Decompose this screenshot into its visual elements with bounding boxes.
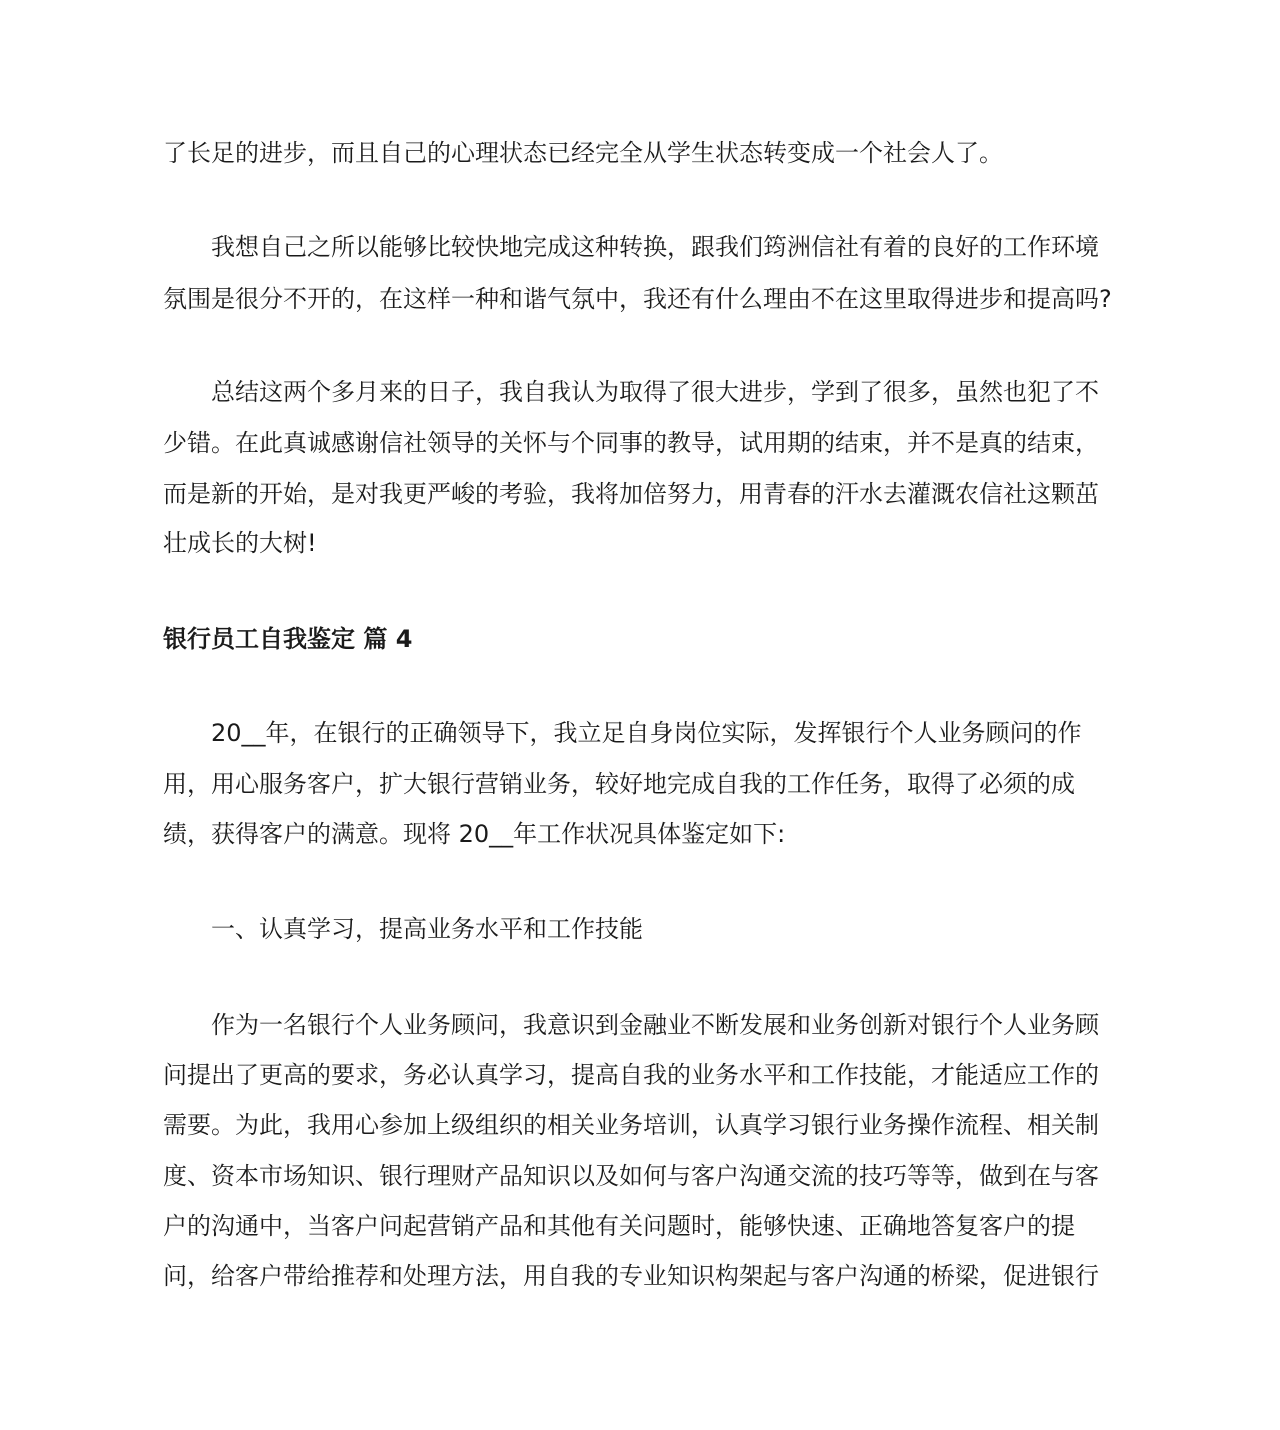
paragraph-line: 用，用心服务客户，扩大银行营销业务，较好地完成自我的工作任务，取得了必须的成 — [163, 770, 1075, 798]
paragraph-line: 总结这两个多月来的日子，我自我认为取得了很大进步，学到了很多，虽然也犯了不 — [211, 378, 1099, 406]
paragraph-line: 我想自己之所以能够比较快地完成这种转换，跟我们筠洲信社有着的良好的工作环境 — [211, 233, 1099, 261]
paragraph-line: 度、资本市场知识、银行理财产品知识以及如何与客户沟通交流的技巧等等，做到在与客 — [163, 1162, 1099, 1190]
paragraph-line: 需要。为此，我用心参加上级组织的相关业务培训，认真学习银行业务操作流程、相关制 — [163, 1111, 1099, 1139]
paragraph-line: 壮成长的大树! — [163, 529, 317, 557]
paragraph-line: 少错。在此真诚感谢信社领导的关怀与个同事的教导，试用期的结束，并不是真的结束， — [163, 429, 1099, 457]
paragraph-line: 了长足的进步，而且自己的心理状态已经完全从学生状态转变成一个社会人了。 — [163, 139, 1003, 167]
section-heading: 银行员工自我鉴定 篇 4 — [163, 625, 413, 653]
paragraph-line: 氛围是很分不开的，在这样一种和谐气氛中，我还有什么理由不在这里取得进步和提高吗? — [163, 285, 1112, 313]
paragraph-line: 问提出了更高的要求，务必认真学习，提高自我的业务水平和工作技能，才能适应工作的 — [163, 1061, 1099, 1089]
paragraph-line: 作为一名银行个人业务顾问，我意识到金融业不断发展和业务创新对银行个人业务顾 — [211, 1011, 1099, 1039]
paragraph-line: 户的沟通中，当客户问起营销产品和其他有关问题时，能够快速、正确地答复客户的提 — [163, 1212, 1075, 1240]
paragraph-line: 问，给客户带给推荐和处理方法，用自我的专业知识构架起与客户沟通的桥梁，促进银行 — [163, 1262, 1099, 1290]
subheading: 一、认真学习，提高业务水平和工作技能 — [211, 915, 643, 943]
paragraph-line: 而是新的开始，是对我更严峻的考验，我将加倍努力，用青春的汗水去灌溉农信社这颗茁 — [163, 480, 1099, 508]
paragraph-line: 20__年，在银行的正确领导下，我立足自身岗位实际，发挥银行个人业务顾问的作 — [211, 719, 1082, 747]
paragraph-line: 绩，获得客户的满意。现将 20__年工作状况具体鉴定如下: — [163, 820, 786, 848]
